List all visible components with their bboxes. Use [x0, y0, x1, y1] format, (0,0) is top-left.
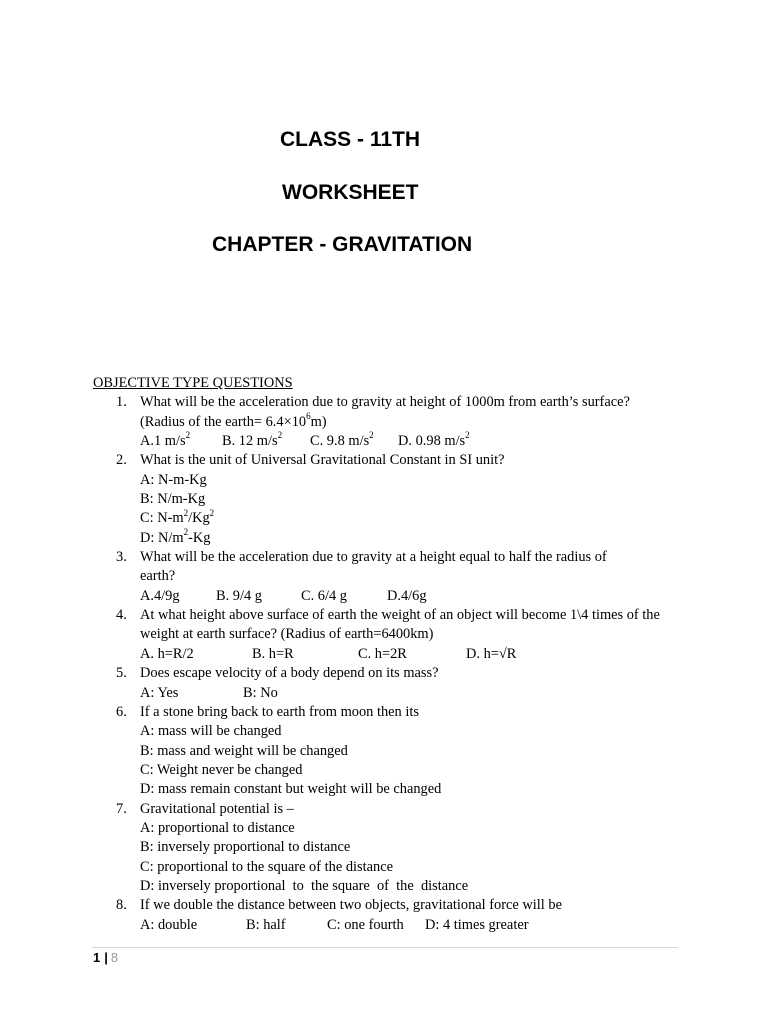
- option-d: D. h=√R: [466, 645, 517, 662]
- page-total: 8: [110, 950, 119, 965]
- question-text-line-2: earth?: [140, 568, 176, 585]
- question-text: If we double the distance between two objects, gravitational force will be: [140, 897, 562, 914]
- question-3: [93, 548, 683, 606]
- page-number: 1: [93, 950, 101, 965]
- option-a: A. h=R/2: [140, 645, 194, 662]
- question-number: 2.: [116, 452, 127, 469]
- question-text: Gravitational potential is –: [140, 800, 294, 817]
- option-c: C: proportional to the square of the distance: [140, 858, 393, 875]
- page-separator: |: [104, 950, 108, 965]
- option-a: A: double: [140, 916, 198, 933]
- option-d: D: mass remain constant but weight will be changed: [140, 781, 442, 798]
- options-row: [140, 587, 683, 606]
- question-number: 7.: [116, 800, 127, 817]
- option-d: D. 0.98 $m/s^2$: [398, 430, 470, 450]
- option-c: C. 9.8 $m/s^2$: [310, 430, 374, 450]
- option-a: A.4/9g: [140, 587, 180, 604]
- option-a: A: Yes: [140, 684, 179, 701]
- section-title: OBJECTIVE TYPE QUESTIONS: [93, 375, 293, 391]
- option-d: D: 4 times greater: [425, 916, 529, 933]
- note-unit: m): [310, 413, 327, 430]
- question-text: What will be the acceleration due to gravity at height of 1000m from earth’s surface?: [140, 394, 630, 411]
- question-number: 3.: [116, 549, 127, 566]
- option-a: A.1 $m/s^2$: [140, 430, 191, 450]
- option-b: B. h=R: [252, 645, 294, 662]
- option-c: C. 6/4 g: [301, 587, 347, 604]
- question-2: [93, 451, 683, 548]
- option-b: B. 12 $m/s^2$: [222, 430, 283, 450]
- option-c: C: $N-m^2/Kg^2$: [140, 507, 215, 527]
- question-text-line-1: At what height above surface of earth the weight of an object will become 1\4 times of the: [140, 607, 660, 624]
- option-d: D: $N/m^2-Kg$: [140, 526, 211, 546]
- question-6: [93, 703, 683, 800]
- option-d: D: inversely proportional to the square of the distance: [140, 877, 469, 894]
- option-b: B: No: [243, 684, 278, 701]
- option-c: C: one fourth: [327, 916, 404, 933]
- question-text-line-1: What will be the acceleration due to gravity at a height equal to half the radius of: [140, 549, 607, 566]
- question-number: 1.: [116, 394, 127, 411]
- option-c: C: Weight never be changed: [140, 761, 303, 778]
- option-b: B: inversely proportional to distance: [140, 839, 351, 856]
- footer-divider: [92, 947, 678, 948]
- question-4: [93, 606, 683, 664]
- option-b: B. 9/4 g: [216, 587, 262, 604]
- question-text: Does escape velocity of a body depend on its mass?: [140, 665, 439, 682]
- question-1: [93, 393, 683, 451]
- options-row: [140, 432, 683, 451]
- options-row: [140, 645, 683, 664]
- question-5: [93, 664, 683, 703]
- note-exponent: 6: [306, 410, 311, 421]
- question-number: 4.: [116, 607, 127, 624]
- option-a: A: proportional to distance: [140, 819, 295, 836]
- note-text: (Radius of the earth= 6.4×10: [140, 413, 307, 430]
- question-text-line-2: weight at earth surface? (Radius of earth=6400km): [140, 626, 434, 643]
- question-list: [93, 393, 683, 935]
- option-b: B: N/m-Kg: [140, 491, 206, 508]
- question-text: What is the unit of Universal Gravitational Constant in SI unit?: [140, 452, 505, 469]
- option-a: A: mass will be changed: [140, 723, 282, 740]
- page-footer: [93, 950, 118, 965]
- options-row: [140, 916, 683, 935]
- class-heading: CLASS - 11TH: [280, 128, 421, 151]
- options-row: [140, 684, 683, 703]
- question-number: 5.: [116, 665, 127, 682]
- question-section: [93, 374, 683, 935]
- option-c: C. h=2R: [358, 645, 407, 662]
- option-b: B: half: [246, 916, 286, 933]
- question-8: [93, 896, 683, 935]
- question-text: If a stone bring back to earth from moon then its: [140, 703, 419, 720]
- question-note: [140, 410, 683, 432]
- option-a: A: N-m-Kg: [140, 471, 207, 488]
- chapter-heading: CHAPTER - GRAVITATION: [212, 233, 473, 256]
- worksheet-heading: WORKSHEET: [282, 181, 419, 204]
- option-b: B: mass and weight will be changed: [140, 742, 348, 759]
- question-7: [93, 800, 683, 897]
- question-number: 8.: [116, 897, 127, 914]
- option-d: D.4/6g: [387, 587, 427, 604]
- question-number: 6.: [116, 703, 127, 720]
